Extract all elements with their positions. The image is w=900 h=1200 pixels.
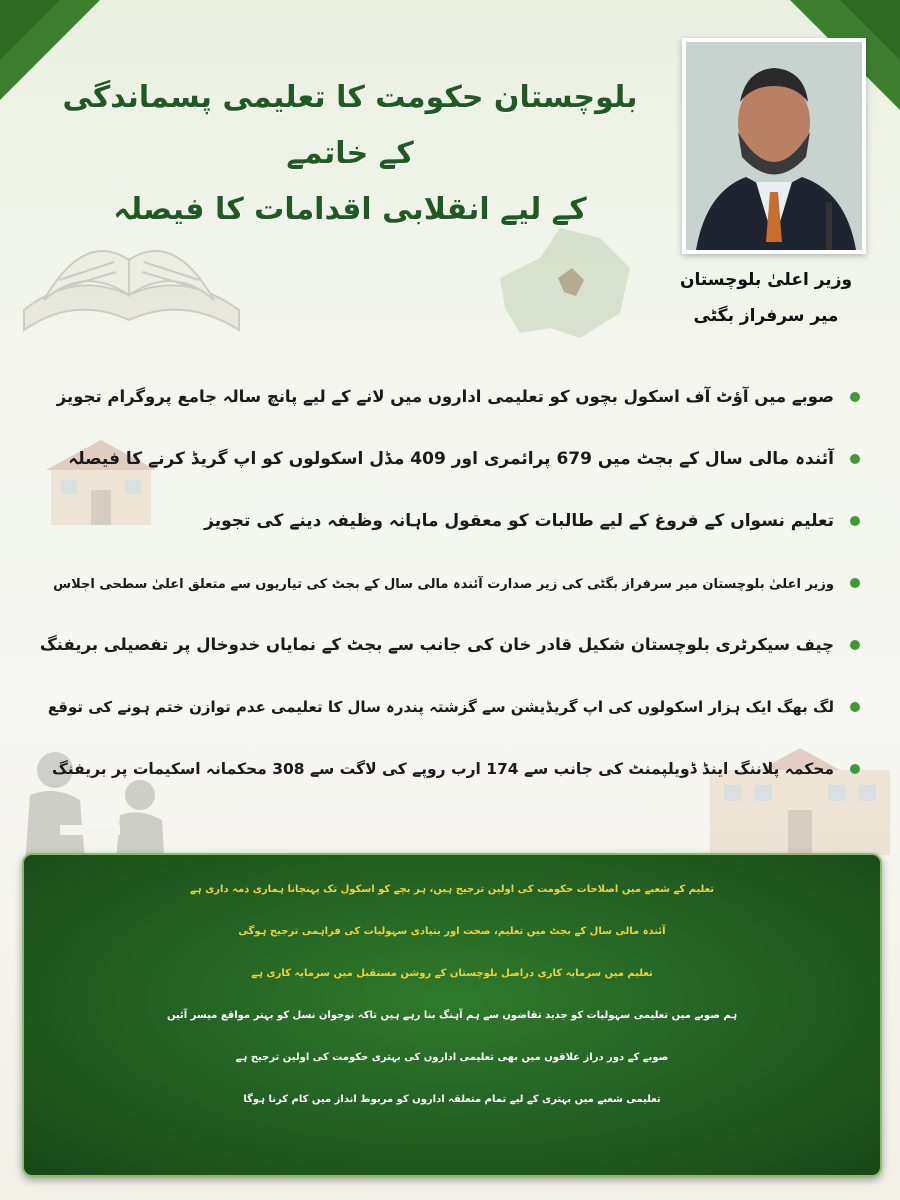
list-item-text: محکمہ پلاننگ اینڈ ڈویلپمنٹ کی جانب سے 174 ارب روپے کی لاگت سے 308 محکمانہ اسکیمات پر بریفنگ [51,760,834,778]
list-item-text: صوبے میں آؤٹ آف اسکول بچوں کو تعلیمی اداروں میں لانے کے لیے پانچ سالہ جامع پروگرام تجویز [56,387,834,406]
quote-line: ہم صوبے میں تعلیمی سہولیات کو جدید تقاضوں سے ہم آہنگ بنا رہے ہیں تاکہ نوجوان نسل کو بہتر مواقع میسر آئیں [166,1010,738,1021]
list-item-text: وزیر اعلیٰ بلوچستان میر سرفراز بگٹی کی زیر صدارت آئندہ مالی سال کے بجٹ کی تیاریوں سے متعلق اعلیٰ سطحی اجلاس [53,577,834,592]
bullet-icon [850,392,860,402]
title-line-1: بلوچستان حکومت کا تعلیمی پسماندگی کے خاتمے [62,80,638,171]
list-item-text: تعلیم نسواں کے فروغ کے لیے طالبات کو معقول ماہانہ وظیفہ دینے کی تجویز [204,511,834,531]
page-title [40,70,660,238]
bullet-icon [850,454,860,464]
quote-line: آئندہ مالی سال کے بجٹ میں تعلیم، صحت اور بنیادی سہولیات کی فراہمی ترجیح ہوگی [238,926,666,937]
bullet-icon [850,764,860,774]
portrait-image [686,42,862,250]
bullet-icon [850,640,860,650]
bullet-icon [850,578,860,588]
key-points-list [28,366,868,800]
bullet-icon [850,702,860,712]
quote-line: تعلیمی شعبے میں بہتری کے لیے تمام متعلقہ اداروں کو مربوط انداز میں کام کرنا ہوگا [243,1094,661,1105]
quote-line: تعلیم کے شعبے میں اصلاحات حکومت کی اولین ترجیح ہیں، ہر بچے کو اسکول تک پہنچانا ہماری ذمہ داری ہے [189,884,715,895]
list-item [28,490,868,552]
list-item-text: لگ بھگ ایک ہزار اسکولوں کی اپ گریڈیشن سے گزشتہ پندرہ سال کا تعلیمی عدم توازن ختم ہونے کی توقع [47,698,834,716]
portrait-caption [660,262,872,334]
quotes-box [22,853,882,1177]
quote-line: تعلیم میں سرمایہ کاری دراصل بلوچستان کے روشن مستقبل میں سرمایہ کاری ہے [251,968,653,979]
caption-name: میر سرفراز بگٹی [693,306,839,326]
quote-line: صوبے کے دور دراز علاقوں میں بھی تعلیمی اداروں کی بہتری حکومت کی اولین ترجیح ہے [235,1052,669,1063]
title-line-2: کے لیے انقلابی اقدامات کا فیصلہ [113,192,587,227]
list-item-text: چیف سیکرٹری بلوچستان شکیل قادر خان کی جانب سے بجٹ کے نمایاں خدوخال پر تفصیلی بریفنگ [39,635,834,654]
bullet-icon [850,516,860,526]
list-item-text: آئندہ مالی سال کے بجٹ میں 679 پرائمری اور 409 مڈل اسکولوں کو اپ گریڈ کرنے کا فیصلہ [68,449,834,469]
list-item [28,428,868,490]
list-item [28,366,868,428]
list-item [28,614,868,676]
list-item [28,552,868,614]
list-item [28,738,868,800]
chief-minister-portrait [682,38,866,254]
list-item [28,676,868,738]
caption-designation: وزیر اعلیٰ بلوچستان [679,270,853,290]
